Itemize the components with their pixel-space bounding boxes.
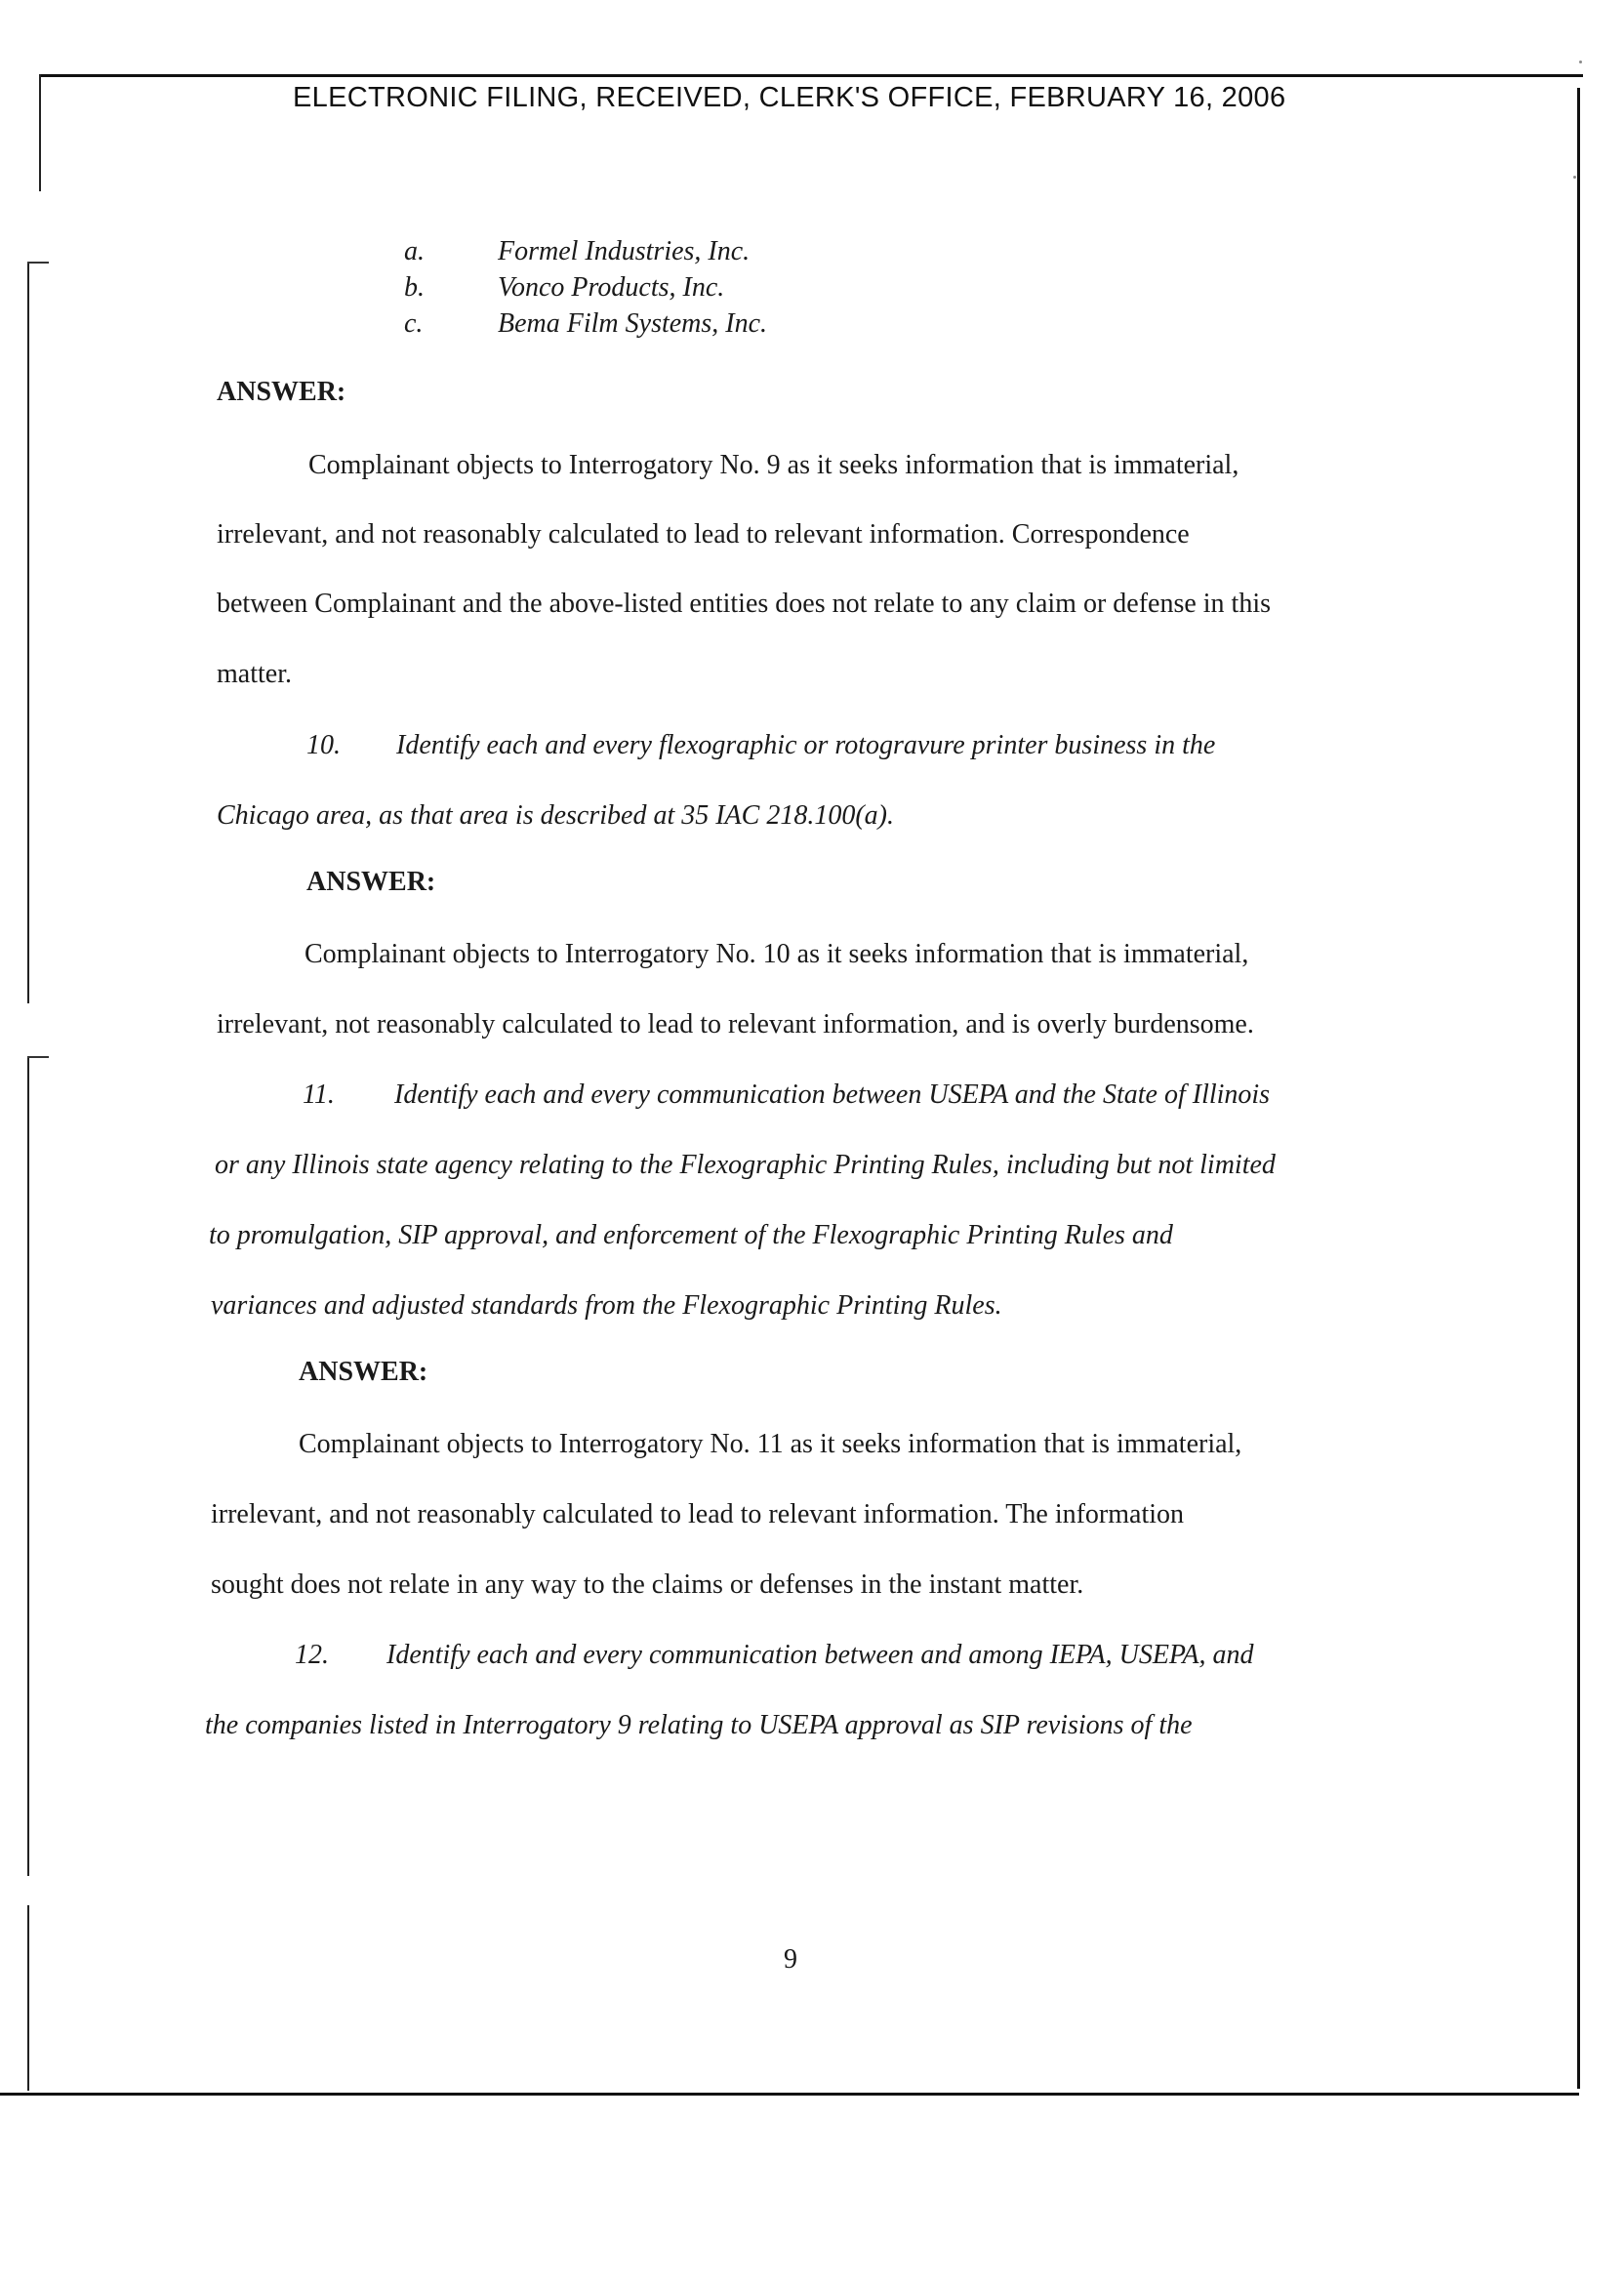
- list-item: Vonco Products, Inc.: [498, 272, 725, 303]
- list-item-letter: c.: [404, 308, 424, 339]
- answer-10-line: irrelevant, not reasonably calculated to lead to relevant information, and is overly burdensome.: [217, 1009, 1254, 1039]
- scan-border-bottom: [0, 2093, 1579, 2096]
- answer-11-line: irrelevant, and not reasonably calculated to lead to relevant information. The information: [211, 1499, 1185, 1529]
- scan-speck: [1573, 176, 1576, 179]
- list-item: Bema Film Systems, Inc.: [498, 308, 768, 339]
- interrogatory-10-number: 10.: [306, 730, 341, 760]
- list-item-letter: a.: [404, 236, 425, 266]
- answer-heading: ANSWER:: [306, 867, 436, 897]
- answer-heading: ANSWER:: [217, 377, 346, 407]
- answer-9-line: irrelevant, and not reasonably calculated to lead to relevant information. Correspondence: [217, 519, 1190, 550]
- filing-stamp: ELECTRONIC FILING, RECEIVED, CLERK'S OFFICE, FEBRUARY 16, 2006: [293, 82, 1286, 113]
- scan-border-right: [1577, 88, 1580, 2089]
- interrogatory-10-line: Identify each and every flexographic or rotogravure printer business in the: [396, 730, 1216, 760]
- interrogatory-10-line: Chicago area, as that area is described at 35 IAC 218.100(a).: [217, 800, 894, 831]
- answer-heading: ANSWER:: [299, 1357, 428, 1387]
- scan-border-left: [39, 74, 41, 191]
- scan-edge-left: [27, 1056, 29, 1876]
- interrogatory-12-line: Identify each and every communication between and among IEPA, USEPA, and: [386, 1640, 1254, 1670]
- interrogatory-11-line: or any Illinois state agency relating to the Flexographic Printing Rules, including but not limited: [215, 1150, 1276, 1180]
- interrogatory-11-number: 11.: [303, 1080, 335, 1110]
- scan-border-top: [39, 74, 1583, 77]
- answer-10-line: Complainant objects to Interrogatory No. 10 as it seeks information that is immaterial,: [304, 939, 1249, 969]
- interrogatory-11-line: Identify each and every communication between USEPA and the State of Illinois: [394, 1080, 1271, 1110]
- interrogatory-12-number: 12.: [295, 1640, 329, 1670]
- scan-edge-left: [27, 1905, 29, 2091]
- interrogatory-12-line: the companies listed in Interrogatory 9 relating to USEPA approval as SIP revisions of the: [205, 1710, 1193, 1740]
- list-item-letter: b.: [404, 272, 425, 303]
- list-item: Formel Industries, Inc.: [498, 236, 751, 266]
- scan-edge-left: [27, 262, 29, 1003]
- scan-speck: [1579, 61, 1582, 63]
- answer-11-line: sought does not relate in any way to the claims or defenses in the instant matter.: [211, 1569, 1084, 1600]
- scan-tick: [27, 1056, 49, 1058]
- answer-11-line: Complainant objects to Interrogatory No. 11 as it seeks information that is immaterial,: [299, 1429, 1242, 1459]
- scan-tick: [27, 262, 49, 264]
- page-number: 9: [784, 1944, 797, 1975]
- answer-9-line: Complainant objects to Interrogatory No. 9 as it seeks information that is immaterial,: [308, 450, 1239, 480]
- answer-9-line: between Complainant and the above-listed entities does not relate to any claim or defense in this: [217, 589, 1272, 619]
- interrogatory-11-line: variances and adjusted standards from the Flexographic Printing Rules.: [211, 1290, 1002, 1321]
- interrogatory-11-line: to promulgation, SIP approval, and enforcement of the Flexographic Printing Rules and: [209, 1220, 1173, 1250]
- answer-9-line: matter.: [217, 659, 292, 689]
